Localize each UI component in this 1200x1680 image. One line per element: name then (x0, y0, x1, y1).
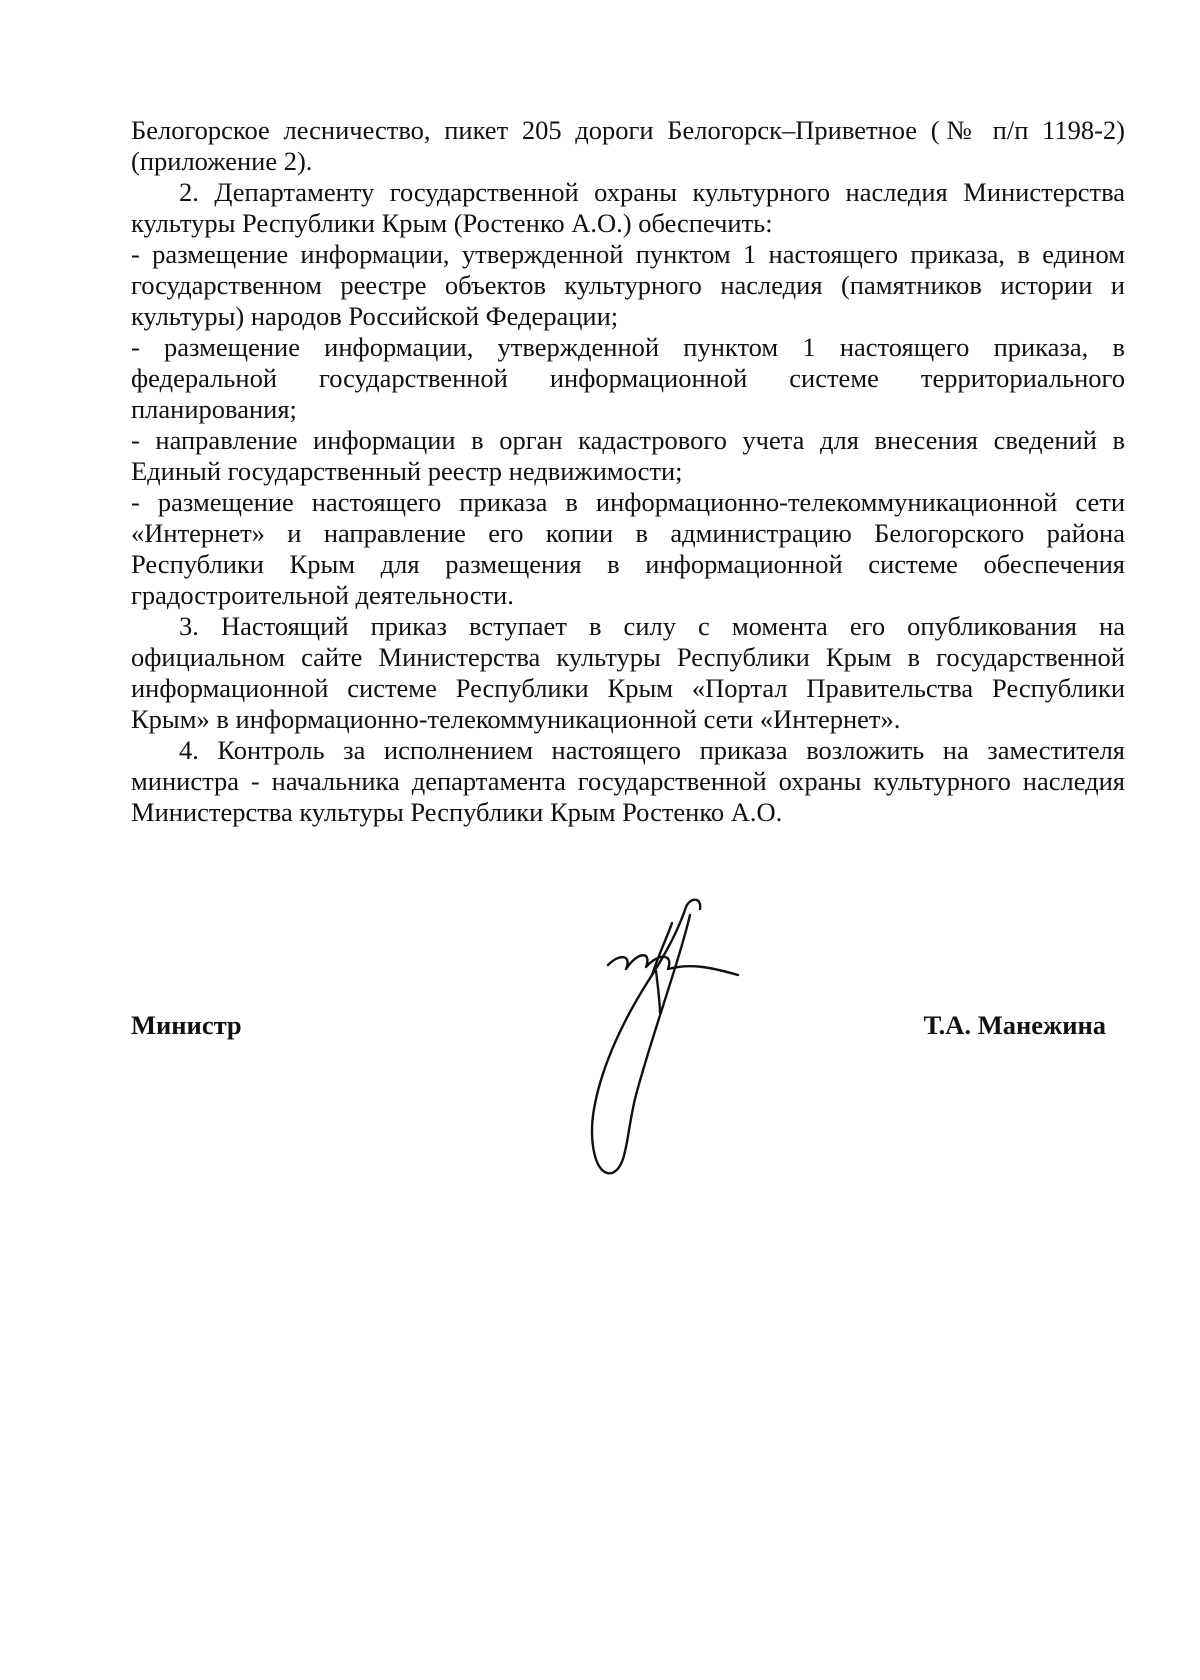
signatory-title: Министр (131, 1010, 242, 1040)
list-item-registry: - размещение информации, утвержденной пунктом 1 настоящего приказа, в едином государственном реестре объектов культурного наследия (памятников истории и культуры) народов Российской Федерации; (131, 239, 1125, 331)
list-item-planning-system: - размещение информации, утвержденной пунктом 1 настоящего приказа, в федеральной государственной информационной системе территориального планирования; (131, 332, 1125, 424)
document-body (131, 115, 1125, 828)
handwritten-signature-icon (560, 895, 770, 1185)
paragraph-2: 2. Департаменту государственной охраны культурного наследия Министерства культуры Республики Крым (Ростенко А.О.) обеспечить: (131, 177, 1125, 238)
paragraph-4: 4. Контроль за исполнением настоящего приказа возложить на заместителя министра - начальника департамента государственной охраны культурного наследия Министерства культуры Республики Крым Ростенко А.О. (131, 735, 1125, 827)
paragraph-3: 3. Настоящий приказ вступает в силу с момента его опубликования на официальном сайте Министерства культуры Республики Крым в государственной информационной системе Республики Крым «Портал Правительства Республики Крым» в информационно-телекоммуникационной сети «Интернет». (131, 611, 1125, 734)
signatory-name: Т.А. Манежина (923, 1010, 1106, 1040)
list-item-internet: - размещение настоящего приказа в информационно-телекоммуникационной сети «Интернет» и направление его копии в администрацию Белогорского района Республики Крым для размещения в информационной системе обеспечения градостроительной деятельности. (131, 487, 1125, 610)
paragraph-1-continuation: Белогорское лесничество, пикет 205 дороги Белогорск–Приветное (№ п/п 1198-2) (приложение 2). (131, 115, 1125, 176)
list-item-cadastre: - направление информации в орган кадастрового учета для внесения сведений в Единый государственный реестр недвижимости; (131, 425, 1125, 486)
